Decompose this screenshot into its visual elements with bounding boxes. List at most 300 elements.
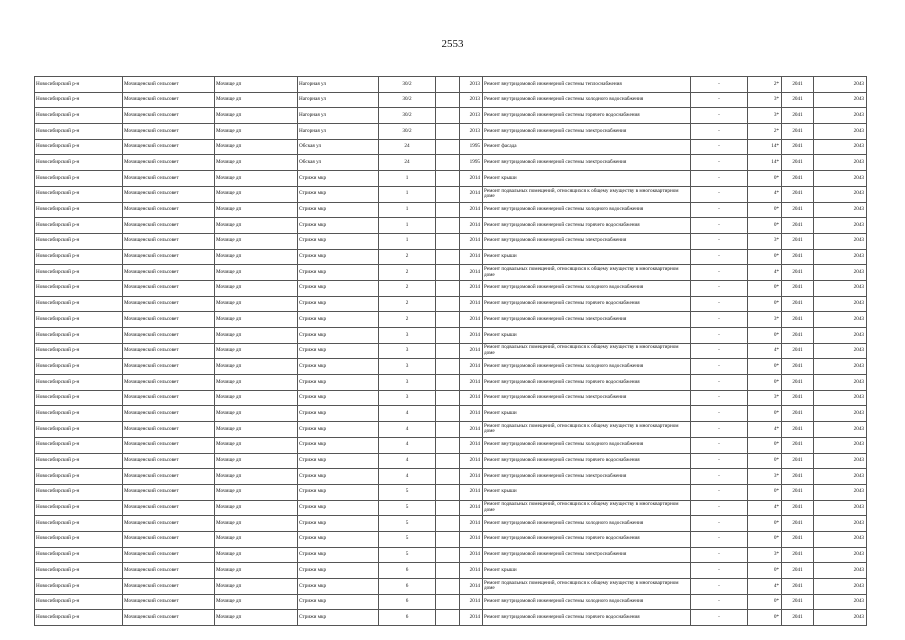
street-cell: Стрижи мкр [298,218,379,234]
year-built-cell: 2014 [460,343,483,359]
table-row [35,469,867,485]
building-cell [436,249,460,265]
municipality-cell: Мочищенский сельсовет [123,124,215,140]
district-cell: Новосибирский р-н [35,484,123,500]
settlement-cell: Мочище дп [215,202,298,218]
district-cell: Новосибирский р-н [35,202,123,218]
street-cell: Стрижи мкр [298,359,379,375]
wear-cell: 0* [748,531,782,547]
period-end-cell: 2043 [814,92,867,108]
street-cell: Стрижи мкр [298,422,379,438]
street-cell: Стрижи мкр [298,202,379,218]
work-type-cell: Ремонт внутридомовой инженерной системы горячего водоснабжения [483,108,691,124]
area-cell: - [691,406,748,422]
wear-cell: 3* [748,390,782,406]
period-start-cell: 2041 [782,579,814,595]
district-cell: Новосибирский р-н [35,375,123,391]
area-cell: - [691,469,748,485]
house-number-cell: 4 [379,453,436,469]
table-row [35,516,867,532]
period-start-cell: 2041 [782,171,814,187]
district-cell: Новосибирский р-н [35,171,123,187]
district-cell: Новосибирский р-н [35,124,123,140]
settlement-cell: Мочище дп [215,484,298,500]
settlement-cell: Мочище дп [215,296,298,312]
house-number-cell: 24 [379,155,436,171]
settlement-cell: Мочище дп [215,77,298,93]
area-cell: - [691,108,748,124]
period-end-cell: 2043 [814,186,867,202]
work-type-cell: Ремонт крыши [483,563,691,579]
district-cell: Новосибирский р-н [35,249,123,265]
period-start-cell: 2041 [782,500,814,516]
settlement-cell: Мочище дп [215,516,298,532]
district-cell: Новосибирский р-н [35,312,123,328]
street-cell: Стрижи мкр [298,186,379,202]
area-cell: - [691,500,748,516]
area-cell: - [691,594,748,610]
work-type-cell: Ремонт внутридомовой инженерной системы горячего водоснабжения [483,296,691,312]
building-cell [436,469,460,485]
building-cell [436,171,460,187]
settlement-cell: Мочище дп [215,500,298,516]
period-end-cell: 2043 [814,296,867,312]
street-cell: Стрижи мкр [298,328,379,344]
table-row [35,359,867,375]
house-number-cell: 3 [379,375,436,391]
period-end-cell: 2043 [814,124,867,140]
year-built-cell: 2014 [460,359,483,375]
municipality-cell: Мочищенский сельсовет [123,77,215,93]
district-cell: Новосибирский р-н [35,92,123,108]
period-end-cell: 2043 [814,563,867,579]
house-number-cell: 5 [379,531,436,547]
district-cell: Новосибирский р-н [35,437,123,453]
period-start-cell: 2041 [782,312,814,328]
period-end-cell: 2043 [814,171,867,187]
district-cell: Новосибирский р-н [35,500,123,516]
building-cell [436,218,460,234]
building-cell [436,92,460,108]
wear-cell: 3* [748,312,782,328]
house-number-cell: 5 [379,484,436,500]
work-type-cell: Ремонт подвальных помещений, относящихся к общему имуществу в многоквартирном доме [483,422,691,438]
work-type-cell: Ремонт крыши [483,249,691,265]
table-row [35,265,867,281]
house-number-cell: 30/2 [379,77,436,93]
building-cell [436,312,460,328]
work-type-cell: Ремонт внутридомовой инженерной системы электроснабжения [483,547,691,563]
year-built-cell: 2014 [460,579,483,595]
period-end-cell: 2043 [814,579,867,595]
street-cell: Стрижи мкр [298,594,379,610]
settlement-cell: Мочище дп [215,139,298,155]
wear-cell: 0* [748,437,782,453]
house-number-cell: 5 [379,500,436,516]
period-start-cell: 2041 [782,547,814,563]
year-built-cell: 2014 [460,218,483,234]
work-type-cell: Ремонт внутридомовой инженерной системы горячего водоснабжения [483,531,691,547]
district-cell: Новосибирский р-н [35,139,123,155]
table-row [35,218,867,234]
municipality-cell: Мочищенский сельсовет [123,312,215,328]
work-type-cell: Ремонт внутридомовой инженерной системы теплоснабжения [483,77,691,93]
table-row [35,547,867,563]
wear-cell: 0* [748,249,782,265]
district-cell: Новосибирский р-н [35,186,123,202]
table-row [35,406,867,422]
year-built-cell: 2014 [460,296,483,312]
area-cell: - [691,249,748,265]
period-end-cell: 2043 [814,218,867,234]
table-row [35,594,867,610]
settlement-cell: Мочище дп [215,547,298,563]
area-cell: - [691,516,748,532]
period-end-cell: 2043 [814,610,867,626]
work-type-cell: Ремонт подвальных помещений, относящихся к общему имуществу в многоквартирном доме [483,343,691,359]
district-cell: Новосибирский р-н [35,594,123,610]
settlement-cell: Мочище дп [215,422,298,438]
wear-cell: 0* [748,280,782,296]
building-cell [436,108,460,124]
area-cell: - [691,579,748,595]
municipality-cell: Мочищенский сельсовет [123,469,215,485]
period-start-cell: 2041 [782,218,814,234]
street-cell: Стрижи мкр [298,390,379,406]
period-end-cell: 2043 [814,139,867,155]
work-type-cell: Ремонт внутридомовой инженерной системы холодного водоснабжения [483,359,691,375]
year-built-cell: 2013 [460,108,483,124]
street-cell: Стрижи мкр [298,249,379,265]
area-cell: - [691,610,748,626]
area-cell: - [691,186,748,202]
table-row [35,531,867,547]
municipality-cell: Мочищенский сельсовет [123,108,215,124]
year-built-cell: 2014 [460,453,483,469]
house-number-cell: 1 [379,202,436,218]
street-cell: Стрижи мкр [298,265,379,281]
building-cell [436,186,460,202]
period-start-cell: 2041 [782,469,814,485]
period-start-cell: 2041 [782,233,814,249]
building-cell [436,77,460,93]
building-cell [436,296,460,312]
period-end-cell: 2043 [814,202,867,218]
year-built-cell: 2014 [460,375,483,391]
building-cell [436,610,460,626]
settlement-cell: Мочище дп [215,579,298,595]
area-cell: - [691,343,748,359]
municipality-cell: Мочищенский сельсовет [123,422,215,438]
settlement-cell: Мочище дп [215,92,298,108]
area-cell: - [691,531,748,547]
house-number-cell: 2 [379,249,436,265]
period-start-cell: 2041 [782,202,814,218]
year-built-cell: 2014 [460,563,483,579]
settlement-cell: Мочище дп [215,359,298,375]
year-built-cell: 2014 [460,202,483,218]
year-built-cell: 1995 [460,155,483,171]
area-cell: - [691,92,748,108]
street-cell: Стрижи мкр [298,437,379,453]
table-row [35,296,867,312]
year-built-cell: 2014 [460,312,483,328]
period-end-cell: 2043 [814,406,867,422]
work-type-cell: Ремонт подвальных помещений, относящихся к общему имуществу в многоквартирном доме [483,579,691,595]
street-cell: Нагорная ул [298,124,379,140]
wear-cell: 0* [748,171,782,187]
year-built-cell: 2014 [460,610,483,626]
building-cell [436,594,460,610]
period-start-cell: 2041 [782,610,814,626]
year-built-cell: 2014 [460,531,483,547]
period-end-cell: 2043 [814,312,867,328]
area-cell: - [691,563,748,579]
house-number-cell: 6 [379,579,436,595]
district-cell: Новосибирский р-н [35,77,123,93]
wear-cell: 0* [748,328,782,344]
settlement-cell: Мочище дп [215,218,298,234]
street-cell: Стрижи мкр [298,469,379,485]
table-row [35,437,867,453]
period-start-cell: 2041 [782,563,814,579]
building-cell [436,265,460,281]
period-end-cell: 2043 [814,343,867,359]
period-start-cell: 2041 [782,328,814,344]
building-cell [436,437,460,453]
building-cell [436,280,460,296]
year-built-cell: 2014 [460,265,483,281]
year-built-cell: 2014 [460,186,483,202]
wear-cell: 0* [748,516,782,532]
period-start-cell: 2041 [782,139,814,155]
municipality-cell: Мочищенский сельсовет [123,563,215,579]
house-number-cell: 30/2 [379,92,436,108]
street-cell: Стрижи мкр [298,280,379,296]
table-row [35,500,867,516]
street-cell: Стрижи мкр [298,296,379,312]
year-built-cell: 2014 [460,233,483,249]
street-cell: Стрижи мкр [298,547,379,563]
period-start-cell: 2041 [782,390,814,406]
area-cell: - [691,453,748,469]
settlement-cell: Мочище дп [215,155,298,171]
district-cell: Новосибирский р-н [35,469,123,485]
settlement-cell: Мочище дп [215,594,298,610]
building-cell [436,390,460,406]
settlement-cell: Мочище дп [215,531,298,547]
settlement-cell: Мочище дп [215,328,298,344]
year-built-cell: 2014 [460,469,483,485]
municipality-cell: Мочищенский сельсовет [123,155,215,171]
municipality-cell: Мочищенский сельсовет [123,265,215,281]
table-row [35,563,867,579]
period-start-cell: 2041 [782,265,814,281]
house-number-cell: 1 [379,233,436,249]
year-built-cell: 2014 [460,171,483,187]
house-number-cell: 30/2 [379,124,436,140]
period-start-cell: 2041 [782,124,814,140]
work-type-cell: Ремонт внутридомовой инженерной системы электроснабжения [483,124,691,140]
table-row [35,375,867,391]
area-cell: - [691,312,748,328]
area-cell: - [691,547,748,563]
work-type-cell: Ремонт крыши [483,328,691,344]
street-cell: Нагорная ул [298,92,379,108]
table-row [35,171,867,187]
year-built-cell: 2014 [460,390,483,406]
wear-cell: 0* [748,406,782,422]
area-cell: - [691,390,748,406]
area-cell: - [691,77,748,93]
building-cell [436,563,460,579]
district-cell: Новосибирский р-н [35,218,123,234]
municipality-cell: Мочищенский сельсовет [123,610,215,626]
period-end-cell: 2043 [814,594,867,610]
building-cell [436,579,460,595]
district-cell: Новосибирский р-н [35,547,123,563]
period-end-cell: 2043 [814,108,867,124]
municipality-cell: Мочищенский сельсовет [123,296,215,312]
work-type-cell: Ремонт внутридомовой инженерной системы электроснабжения [483,469,691,485]
building-cell [436,233,460,249]
period-end-cell: 2043 [814,500,867,516]
street-cell: Стрижи мкр [298,516,379,532]
table-row [35,92,867,108]
municipality-cell: Мочищенский сельсовет [123,139,215,155]
period-start-cell: 2041 [782,280,814,296]
work-type-cell: Ремонт внутридомовой инженерной системы электроснабжения [483,390,691,406]
work-type-cell: Ремонт внутридомовой инженерной системы холодного водоснабжения [483,516,691,532]
table-row [35,579,867,595]
district-cell: Новосибирский р-н [35,280,123,296]
table-row [35,390,867,406]
work-type-cell: Ремонт внутридомовой инженерной системы холодного водоснабжения [483,594,691,610]
municipality-cell: Мочищенский сельсовет [123,547,215,563]
wear-cell: 3* [748,108,782,124]
house-number-cell: 30/2 [379,108,436,124]
wear-cell: 0* [748,453,782,469]
period-start-cell: 2041 [782,453,814,469]
settlement-cell: Мочище дп [215,563,298,579]
municipality-cell: Мочищенский сельсовет [123,202,215,218]
district-cell: Новосибирский р-н [35,328,123,344]
building-cell [436,202,460,218]
wear-cell: 0* [748,202,782,218]
house-number-cell: 5 [379,516,436,532]
wear-cell: 2* [748,77,782,93]
wear-cell: 2* [748,124,782,140]
building-cell [436,328,460,344]
building-cell [436,484,460,500]
year-built-cell: 2014 [460,547,483,563]
house-number-cell: 3 [379,390,436,406]
house-number-cell: 24 [379,139,436,155]
settlement-cell: Мочище дп [215,312,298,328]
wear-cell: 0* [748,296,782,312]
district-cell: Новосибирский р-н [35,516,123,532]
street-cell: Стрижи мкр [298,531,379,547]
wear-cell: 4* [748,422,782,438]
wear-cell: 0* [748,610,782,626]
building-cell [436,139,460,155]
table-row [35,124,867,140]
settlement-cell: Мочище дп [215,124,298,140]
house-number-cell: 1 [379,171,436,187]
municipality-cell: Мочищенский сельсовет [123,171,215,187]
period-start-cell: 2041 [782,516,814,532]
work-type-cell: Ремонт внутридомовой инженерной системы холодного водоснабжения [483,202,691,218]
period-start-cell: 2041 [782,186,814,202]
district-cell: Новосибирский р-н [35,453,123,469]
house-number-cell: 4 [379,406,436,422]
period-end-cell: 2043 [814,375,867,391]
municipality-cell: Мочищенский сельсовет [123,375,215,391]
year-built-cell: 1995 [460,139,483,155]
municipality-cell: Мочищенский сельсовет [123,359,215,375]
building-cell [436,343,460,359]
table-row [35,249,867,265]
settlement-cell: Мочище дп [215,610,298,626]
table-row [35,453,867,469]
wear-cell: 0* [748,218,782,234]
table-row [35,343,867,359]
municipality-cell: Мочищенский сельсовет [123,233,215,249]
work-type-cell: Ремонт подвальных помещений, относящихся к общему имуществу в многоквартирном доме [483,186,691,202]
wear-cell: 0* [748,375,782,391]
year-built-cell: 2014 [460,437,483,453]
municipality-cell: Мочищенский сельсовет [123,390,215,406]
period-end-cell: 2043 [814,249,867,265]
building-cell [436,375,460,391]
wear-cell: 4* [748,500,782,516]
street-cell: Стрижи мкр [298,312,379,328]
period-end-cell: 2043 [814,422,867,438]
street-cell: Нагорная ул [298,108,379,124]
table-row [35,328,867,344]
area-cell: - [691,328,748,344]
building-cell [436,531,460,547]
year-built-cell: 2014 [460,249,483,265]
period-start-cell: 2041 [782,422,814,438]
year-built-cell: 2013 [460,77,483,93]
house-number-cell: 1 [379,218,436,234]
period-end-cell: 2043 [814,265,867,281]
house-number-cell: 2 [379,280,436,296]
house-number-cell: 6 [379,563,436,579]
wear-cell: 0* [748,359,782,375]
house-number-cell: 5 [379,547,436,563]
settlement-cell: Мочище дп [215,437,298,453]
building-cell [436,500,460,516]
work-type-cell: Ремонт внутридомовой инженерной системы холодного водоснабжения [483,437,691,453]
house-number-cell: 6 [379,594,436,610]
area-cell: - [691,265,748,281]
work-type-cell: Ремонт подвальных помещений, относящихся к общему имуществу в многоквартирном доме [483,500,691,516]
district-cell: Новосибирский р-н [35,108,123,124]
building-cell [436,155,460,171]
wear-cell: 4* [748,343,782,359]
work-type-cell: Ремонт подвальных помещений, относящихся к общему имуществу в многоквартирном доме [483,265,691,281]
municipality-cell: Мочищенский сельсовет [123,186,215,202]
district-cell: Новосибирский р-н [35,343,123,359]
wear-cell: 3* [748,547,782,563]
area-cell: - [691,218,748,234]
area-cell: - [691,280,748,296]
municipality-cell: Мочищенский сельсовет [123,516,215,532]
area-cell: - [691,171,748,187]
district-cell: Новосибирский р-н [35,359,123,375]
